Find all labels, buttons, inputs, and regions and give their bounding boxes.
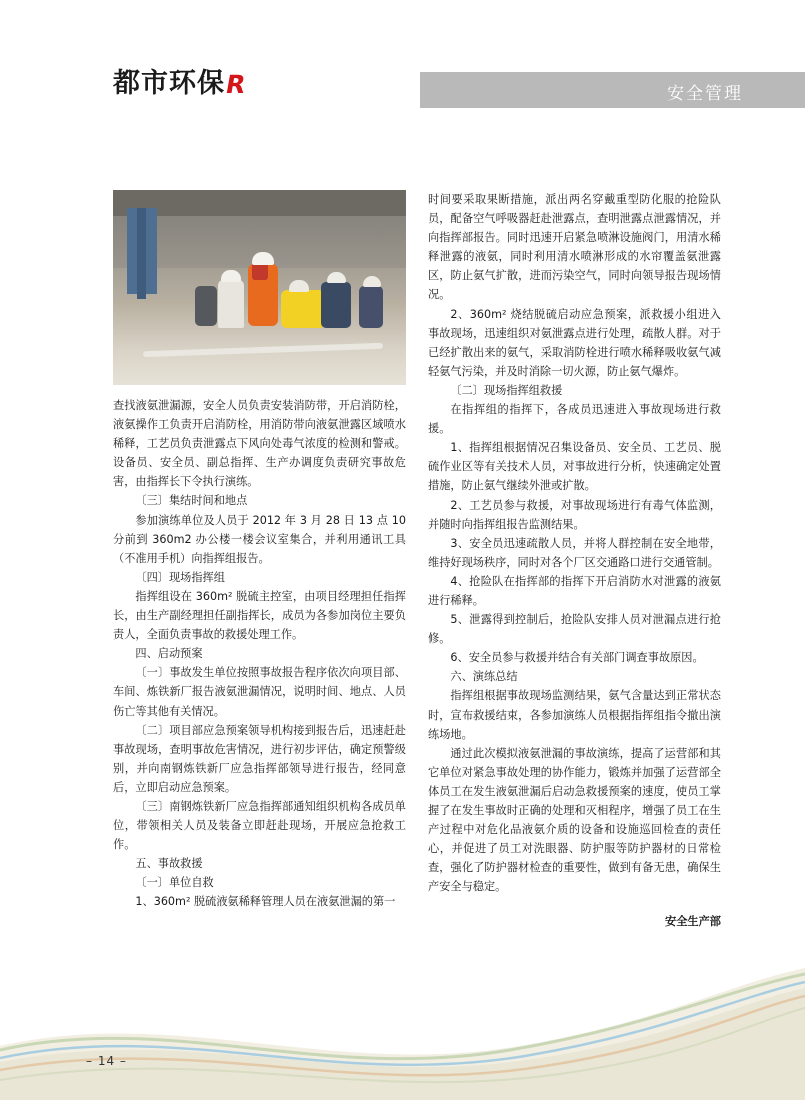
photo-helmet-2 [252,252,274,265]
paragraph: 〔三〕南钢炼铁新厂应急指挥部通知组织机构各成员单位，带领相关人员及装备立即赶赴现场，开展应急抢救工作。 [113,799,406,852]
paragraph: 3、安全员迅速疏散人员，并将人群控制在安全地带，维持好现场秩序，同时对各个厂区交通路口进行交通管制。 [428,536,721,569]
paragraph-heading: 四、启动预案 [135,647,203,661]
section-title: 安全管理 [667,84,743,104]
paragraph-heading: 〔二〕现场指挥组救援 [450,383,563,397]
right-column [428,190,721,932]
paragraph: 6、安全员参与救援并结合有关部门调查事故原因。 [450,651,704,665]
paragraph-heading: 五、事故救援 [135,857,203,871]
paragraph-heading: 〔三〕集结时间和地点 [135,494,248,508]
paragraph: 〔二〕项目部应急预案领导机构接到报告后，迅速赶赴事故现场，查明事故危害情况，进行初步评估，确定预警级别，并向南钢炼铁新厂应急指挥部领导进行报告，经同意后，立即启动应急预案。 [113,723,406,794]
paragraph: 2、360m² 烧结脱硫启动应急预案，派救援小组进入事故现场，迅速组织对氨泄露点进行处理，疏散人群。对于已经扩散出来的氨气，采取消防栓进行喷水稀释吸收氨气减轻氨气污染，并及时消除一切火源，防止氨气爆炸。 [428,307,721,378]
paragraph: 1、360m² 脱硫液氨稀释管理人员在液氨泄漏的第一 [135,895,396,909]
photo-helmet-5 [363,276,381,287]
paragraph: 5、泄露得到控制后，抢险队安排人员对泄漏点进行抢修。 [428,613,721,646]
paragraph: 指挥组根据事故现场监测结果，氨气含量达到正常状态时，宣布救援结束，各参加演练人员根据指挥组指令撤出演练场地。 [428,689,721,741]
header-band [420,72,805,108]
paragraph: 查找液氨泄漏源，安全人员负责安装消防带，开启消防栓，液氨操作工负责开启消防栓，用消防带向液氨泄露区域喷水稀释，工艺员负责泄露点下风向处毒气浓度的检测和警戒。设备员、安全员、副总指挥、生产办调度负责研究事故危害，由指挥长下令执行演练。 [113,399,406,489]
paragraph: 通过此次模拟液氨泄漏的事故演练，提高了运营部和其它单位对紧急事故处理的协作能力，锻炼并加强了运营部全体员工在发生液氨泄漏后启动急救援预案的速度，使员工掌握了在发生事故时正确的处理和灭相程序，增强了员工在生产过程中对危化品液氨介质的设备和设施巡回检查的责任心，并促进了员工对洗眼器、防护服等防护器材的日常检查，强化了防护器材检查的重要性，做到有备无患，确保生产安全与稳定。 [428,746,721,894]
page-header [0,0,805,130]
paragraph-heading: 〔一〕单位自救 [135,876,214,890]
paragraph-heading: 〔四〕现场指挥组 [135,570,225,584]
photo-person-5 [359,286,383,328]
photo-person-6 [195,286,217,326]
paragraph: 〔一〕事故发生单位按照事故报告程序依次向项目部、车间、炼铁新厂报告液氨泄漏情况，说明时间、地点、人员伤亡等其他有关情况。 [113,666,406,718]
logo-text: 都市环保 [113,68,225,99]
photo-helmet-1 [221,270,241,282]
paragraph: 1、指挥组根据情况召集设备员、安全员、工艺员、脱硫作业区等有关技术人员，对事故进行分析，快速确定处置措施，防止氨气继续外泄或扩散。 [428,441,721,493]
left-column [113,190,406,912]
photo-helmet-3 [289,280,309,292]
drill-photo [113,190,406,385]
footer-swoosh-icon [0,950,805,1100]
paragraph: 在指挥组的指挥下，各成员迅速进入事故现场进行救援。 [428,403,721,436]
paragraph: 2、工艺员参与救援，对事故现场进行有毒气体监测，并随时向指挥组报告监测结果。 [428,498,721,531]
photo-helmet-4 [327,272,346,283]
paragraph: 时间要采取果断措施，派出两名穿戴重型防化服的抢险队员，配备空气呼吸器赶赴泄露点，查明泄露点泄露情况，并向指挥部报告。同时迅速开启紧急喷淋设施阀门，用清水稀释泄露的液氨，同时利用清水喷淋形成的水帘覆盖氨泄露区，防止氨气扩散，进而污染空气，同时向领导报告现场情况。 [428,193,721,302]
page-number: – 14 – [86,1054,127,1068]
paragraph: 4、抢险队在指挥部的指挥下开启消防水对泄露的液氨进行稀释。 [428,574,721,607]
footer-decoration [0,950,805,1100]
paragraph: 参加演练单位及人员于 2012 年 3 月 28 日 13 点 10 分前到 360m2 办公楼一楼会议室集合，并利用通讯工具（不准用手机）向指挥组报告。 [113,513,406,565]
photo-person-4 [321,282,351,328]
paragraph-heading: 六、演练总结 [450,670,518,684]
logo-mark-icon: R [223,70,248,99]
paragraph: 指挥组设在 360m² 脱硫主控室，由项目经理担任指挥长，由生产副经理担任副指挥长，成员为各参加岗位主要负责人，全面负责事故的救援处理工作。 [113,589,406,642]
photo-person-3 [281,290,325,328]
publication-logo [113,68,248,99]
photo-person-1 [218,280,244,328]
signature: 安全生产部 [665,915,721,929]
